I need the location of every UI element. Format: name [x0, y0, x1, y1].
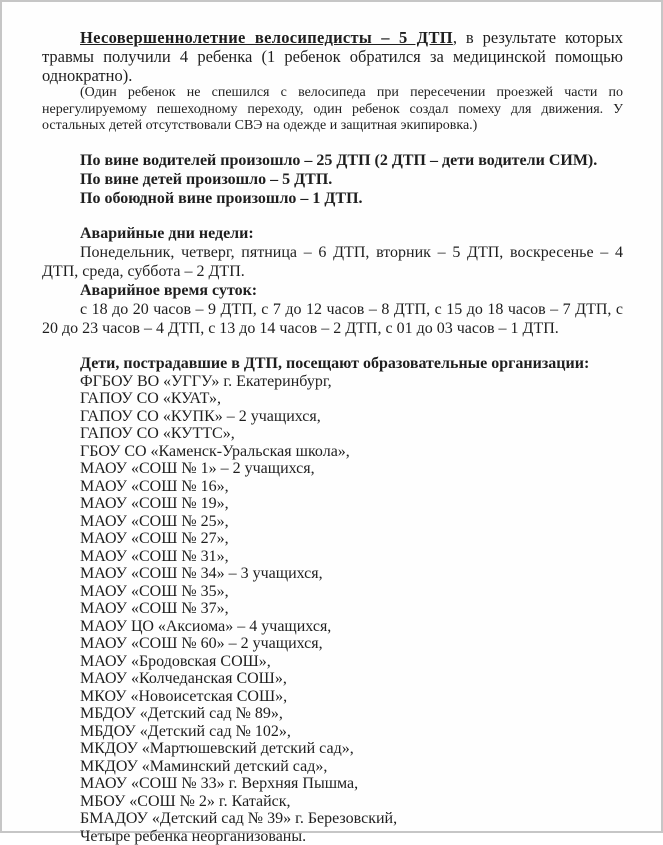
fault-summary-line: По вине водителей произошло – 25 ДТП (2 ДТП – дети водители СИМ).	[42, 151, 623, 170]
intro-paragraph	[42, 28, 623, 85]
org-list-item: Четыре ребенка неорганизованы.	[42, 828, 623, 845]
organizations-section	[42, 354, 623, 845]
org-list-item: МБДОУ «Детский сад № 102»,	[42, 723, 623, 741]
org-list-item: МАОУ «СОШ № 27»,	[42, 530, 623, 548]
org-list-item: МКОУ «Новоисетская СОШ»,	[42, 688, 623, 706]
org-list-item: МАОУ «Бродовская СОШ»,	[42, 653, 623, 671]
intro-lead-rest: , в результате которых травмы получили 4 ребенка (1 ребенок обратился за медицинской помощью однократно).	[42, 28, 623, 85]
intro-lead-underlined: Несовершеннолетние велосипедисты – 5 ДТП	[80, 28, 453, 47]
org-list-item: МАОУ «СОШ № 37»,	[42, 600, 623, 618]
org-list-item: ГАПОУ СО «КУПК» – 2 учащихся,	[42, 408, 623, 426]
org-list-item: ГАПОУ СО «КУАТ»,	[42, 390, 623, 408]
org-list-item: ФГБОУ ВО «УГГУ» г. Екатеринбург,	[42, 373, 623, 391]
org-list-item: МАОУ «СОШ № 60» – 2 учащихся,	[42, 635, 623, 653]
org-list-item: МБДОУ «Детский сад № 89»,	[42, 705, 623, 723]
fault-summary-line: По вине детей произошло – 5 ДТП.	[42, 170, 623, 189]
accident-days-heading: Аварийные дни недели:	[42, 224, 623, 243]
organizations-heading: Дети, пострадавшие в ДТП, посещают образовательные организации:	[42, 354, 623, 373]
accident-days-text: Понедельник, четверг, пятница – 6 ДТП, вторник – 5 ДТП, воскресенье – 4 ДТП, среда, суббота – 2 ДТП.	[42, 243, 623, 281]
org-list-item: МКДОУ «Маминский детский сад»,	[42, 758, 623, 776]
document-content	[2, 2, 661, 845]
org-list-item: МАОУ «СОШ № 16»,	[42, 478, 623, 496]
org-list-item: МАОУ «СОШ № 19»,	[42, 495, 623, 513]
org-list-item: БМАДОУ «Детский сад № 39» г. Березовский,	[42, 810, 623, 828]
org-list-item: ГАПОУ СО «КУТТС»,	[42, 425, 623, 443]
org-list-item: МАОУ «СОШ № 35»,	[42, 583, 623, 601]
accident-days-section	[42, 224, 623, 338]
org-list-item: МАОУ ЦО «Аксиома» – 4 учащихся,	[42, 618, 623, 636]
org-list-item: МКДОУ «Мартюшевский детский сад»,	[42, 740, 623, 758]
fault-summary	[42, 151, 623, 208]
org-list-item: МАОУ «СОШ № 1» – 2 учащихся,	[42, 460, 623, 478]
org-list-item: МАОУ «СОШ № 25»,	[42, 513, 623, 531]
org-list-item: МАОУ «СОШ № 31»,	[42, 548, 623, 566]
fault-summary-line: По обоюдной вине произошло – 1 ДТП.	[42, 189, 623, 208]
accident-hours-heading: Аварийное время суток:	[42, 281, 623, 300]
note-paragraph: (Один ребенок не спешился с велосипеда при пересечении проезжей части по нерегулируемому пешеходному переходу, один ребенок создал помеху для движения. У остальных детей отсутствовали СВЭ на одежде и защитная экипировка.)	[42, 85, 623, 135]
org-list-item: МАОУ «СОШ № 33» г. Верхняя Пышма,	[42, 775, 623, 793]
org-list-item: МАОУ «Колчеданская СОШ»,	[42, 670, 623, 688]
org-list-item: ГБОУ СО «Каменск-Уральская школа»,	[42, 443, 623, 461]
accident-hours-text: с 18 до 20 часов – 9 ДТП, с 7 до 12 часов – 8 ДТП, с 15 до 18 часов – 7 ДТП, с 20 до 23 часов – 4 ДТП, с 13 до 14 часов – 2 ДТП, с 01 до 03 часов – 1 ДТП.	[42, 300, 623, 338]
org-list	[42, 373, 623, 845]
org-list-item: МАОУ «СОШ № 34» – 3 учащихся,	[42, 565, 623, 583]
org-list-item: МБОУ «СОШ № 2» г. Катайск,	[42, 793, 623, 811]
